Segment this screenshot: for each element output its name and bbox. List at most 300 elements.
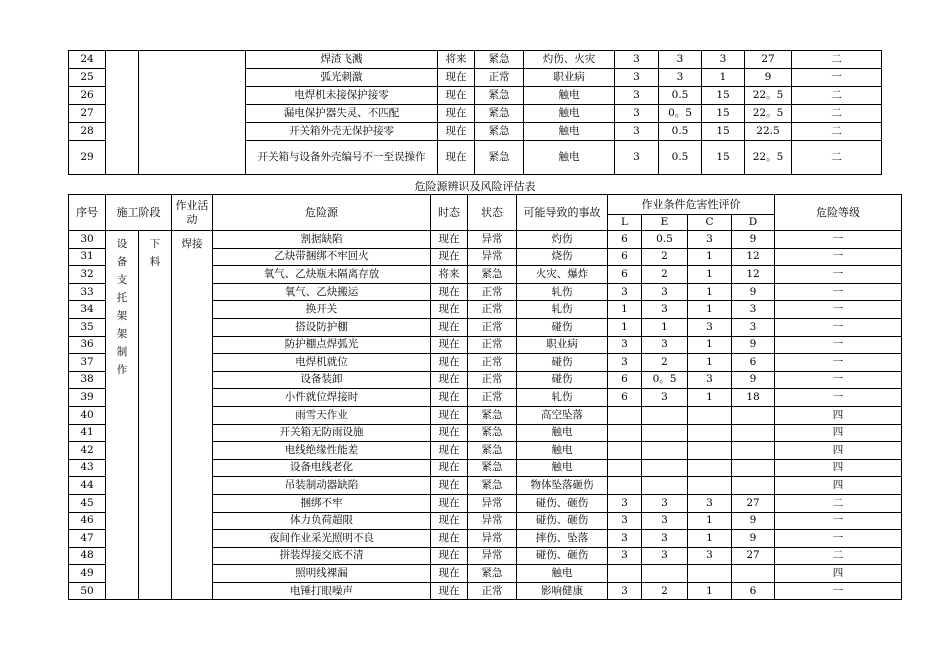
L-cell (608, 406, 642, 424)
D-cell: 27 (745, 51, 792, 69)
L-cell (608, 424, 642, 442)
level-cell: 一 (775, 301, 902, 319)
L-cell: 3 (615, 105, 659, 123)
level-cell: 四 (775, 459, 902, 477)
accident-cell: 触电 (517, 424, 608, 442)
row-number: 43 (69, 459, 106, 477)
tense-cell: 现在 (431, 231, 468, 249)
E-cell: 2 (642, 354, 688, 372)
header-eval: 作业条件危害性评价 (608, 195, 775, 215)
header-D: D (732, 215, 775, 231)
C-cell: 1 (688, 389, 732, 407)
tense-cell: 现在 (431, 389, 468, 407)
C-cell: 3 (688, 371, 732, 389)
E-cell (642, 406, 688, 424)
state-cell: 紧急 (468, 424, 517, 442)
D-cell: 3 (732, 318, 775, 336)
accident-cell: 职业病 (524, 69, 615, 87)
header-activity: 作业活动 (172, 195, 213, 231)
stage-char: 备 (116, 256, 128, 268)
row-number: 32 (69, 266, 106, 284)
C-cell: 3 (688, 231, 732, 249)
D-cell (732, 459, 775, 477)
L-cell: 3 (608, 547, 642, 565)
D-cell: 22。5 (745, 87, 792, 105)
header-level: 危险等级 (775, 195, 902, 231)
D-cell: 9 (745, 69, 792, 87)
E-cell (642, 565, 688, 583)
D-cell (732, 406, 775, 424)
D-cell: 9 (732, 512, 775, 530)
level-cell: 二 (775, 494, 902, 512)
state-cell: 异常 (468, 530, 517, 548)
state-cell: 正常 (475, 69, 524, 87)
tense-cell: 现在 (438, 105, 475, 123)
level-cell: 二 (792, 105, 882, 123)
accident-cell: 碰伤、砸伤 (517, 512, 608, 530)
hazard-cell: 体力负荷超限 (213, 512, 431, 530)
E-cell (642, 459, 688, 477)
state-cell: 正常 (468, 283, 517, 301)
hazard-cell: 设备电线老化 (213, 459, 431, 477)
state-cell: 紧急 (475, 123, 524, 141)
tense-cell: 现在 (438, 69, 475, 87)
level-cell: 一 (775, 530, 902, 548)
row-number: 39 (69, 389, 106, 407)
accident-cell: 触电 (524, 141, 615, 175)
state-cell: 紧急 (468, 266, 517, 284)
header-no: 序号 (69, 195, 106, 231)
level-cell: 一 (775, 371, 902, 389)
state-cell: 紧急 (468, 442, 517, 460)
C-cell (688, 424, 732, 442)
hazard-cell: 割据缺陷 (213, 231, 431, 249)
E-cell: 2 (642, 582, 688, 600)
L-cell: 3 (615, 123, 659, 141)
D-cell (732, 565, 775, 583)
E-cell: 3 (642, 283, 688, 301)
tense-cell: 现在 (431, 512, 468, 530)
L-cell (608, 459, 642, 477)
hazard-cell: 设备装卸 (213, 371, 431, 389)
accident-cell: 职业病 (517, 336, 608, 354)
row-number: 24 (69, 51, 106, 69)
accident-cell: 触电 (524, 87, 615, 105)
L-cell: 6 (608, 231, 642, 249)
stage-char: 支 (116, 274, 128, 286)
state-cell: 正常 (468, 582, 517, 600)
hazard-cell: 漏电保护器失灵、不匹配 (246, 105, 438, 123)
D-cell: 6 (732, 582, 775, 600)
tense-cell: 现在 (431, 477, 468, 495)
state-cell: 异常 (468, 547, 517, 565)
tense-cell: 将来 (431, 266, 468, 284)
state-cell: 正常 (468, 301, 517, 319)
D-cell: 9 (732, 231, 775, 249)
C-cell: 1 (688, 582, 732, 600)
E-cell: 2 (642, 248, 688, 266)
stage-char: 托 (116, 292, 128, 304)
D-cell (732, 442, 775, 460)
C-cell: 1 (688, 301, 732, 319)
E-cell: 2 (642, 266, 688, 284)
level-cell: 一 (775, 582, 902, 600)
E-cell: 3 (659, 51, 702, 69)
L-cell: 3 (608, 283, 642, 301)
L-cell: 3 (615, 51, 659, 69)
tense-cell: 现在 (431, 318, 468, 336)
hazard-cell: 雨雪天作业 (213, 406, 431, 424)
level-cell: 一 (775, 248, 902, 266)
E-cell: 3 (642, 512, 688, 530)
D-cell: 9 (732, 530, 775, 548)
state-cell: 紧急 (475, 87, 524, 105)
tense-cell: 现在 (438, 141, 475, 175)
tense-cell: 现在 (431, 459, 468, 477)
table-row (69, 231, 902, 249)
accident-cell: 摔伤、坠落 (517, 530, 608, 548)
D-cell: 22.5 (745, 123, 792, 141)
hazard-cell: 氧气、乙炔瓶未隔离存放 (213, 266, 431, 284)
hazard-cell: 夜间作业采光照明不良 (213, 530, 431, 548)
header-L: L (608, 215, 642, 231)
tense-cell: 现在 (431, 371, 468, 389)
E-cell: 3 (642, 530, 688, 548)
E-cell (642, 424, 688, 442)
hazard-cell: 捆绑不牢 (213, 494, 431, 512)
row-number: 38 (69, 371, 106, 389)
C-cell (688, 406, 732, 424)
row-number: 25 (69, 69, 106, 87)
header-state: 状态 (468, 195, 517, 231)
state-cell: 紧急 (468, 406, 517, 424)
level-cell: 四 (775, 565, 902, 583)
state-cell: 正常 (468, 336, 517, 354)
accident-cell: 火灾、爆炸 (517, 266, 608, 284)
tense-cell: 现在 (431, 283, 468, 301)
C-cell: 3 (688, 547, 732, 565)
accident-cell: 物体坠落砸伤 (517, 477, 608, 495)
row-number: 44 (69, 477, 106, 495)
state-cell: 异常 (468, 494, 517, 512)
accident-cell: 碰伤 (517, 371, 608, 389)
state-cell: 正常 (468, 318, 517, 336)
hazard-cell: 电线绝缘性能差 (213, 442, 431, 460)
state-cell: 异常 (468, 512, 517, 530)
main-table-body (69, 231, 902, 600)
activity-cell (139, 51, 246, 175)
D-cell: 18 (732, 389, 775, 407)
row-number: 35 (69, 318, 106, 336)
accident-cell: 碰伤 (517, 318, 608, 336)
state-cell: 紧急 (468, 477, 517, 495)
L-cell: 3 (615, 87, 659, 105)
row-number: 28 (69, 123, 106, 141)
level-cell: 二 (792, 141, 882, 175)
top-table-body (69, 51, 882, 175)
E-cell: 3 (642, 547, 688, 565)
accident-cell: 碰伤 (517, 354, 608, 372)
row-number: 47 (69, 530, 106, 548)
L-cell: 1 (608, 301, 642, 319)
C-cell: 3 (702, 51, 745, 69)
C-cell (688, 477, 732, 495)
state-cell: 正常 (468, 389, 517, 407)
C-cell: 1 (688, 530, 732, 548)
hazard-cell: 电锤打眼噪声 (213, 582, 431, 600)
risk-assessment-table (68, 194, 902, 600)
table-row (69, 51, 882, 69)
E-cell: 1 (642, 318, 688, 336)
C-cell: 1 (688, 266, 732, 284)
L-cell: 3 (608, 512, 642, 530)
stage-cell (106, 231, 139, 600)
stage-char: 作 (116, 364, 128, 376)
state-cell: 紧急 (468, 459, 517, 477)
C-cell: 15 (702, 105, 745, 123)
E-cell: 0。5 (659, 105, 702, 123)
hazard-cell: 拼装焊接交底不清 (213, 547, 431, 565)
E-cell: 0。5 (642, 371, 688, 389)
C-cell: 1 (688, 336, 732, 354)
C-cell (688, 459, 732, 477)
D-cell: 9 (732, 336, 775, 354)
tense-cell: 现在 (431, 248, 468, 266)
level-cell: 一 (775, 283, 902, 301)
E-cell: 0.5 (659, 87, 702, 105)
header-hazard: 危险源 (213, 195, 431, 231)
table-caption: 危险源辨识及风险评估表 (414, 180, 536, 193)
state-cell: 紧急 (475, 141, 524, 175)
tense-cell: 现在 (431, 547, 468, 565)
accident-cell: 轧伤 (517, 283, 608, 301)
header-E: E (642, 215, 688, 231)
L-cell: 6 (608, 371, 642, 389)
L-cell: 1 (608, 318, 642, 336)
state-cell: 正常 (468, 354, 517, 372)
D-cell: 6 (732, 354, 775, 372)
row-number: 48 (69, 547, 106, 565)
accident-cell: 轧伤 (517, 301, 608, 319)
hazard-cell: 吊装制动器缺陷 (213, 477, 431, 495)
hazard-cell: 搭设防护棚 (213, 318, 431, 336)
hazard-cell: 弧光刺激 (246, 69, 438, 87)
D-cell: 22。5 (745, 105, 792, 123)
row-number: 45 (69, 494, 106, 512)
hazard-cell: 开关箱无防雨设施 (213, 424, 431, 442)
row-number: 27 (69, 105, 106, 123)
C-cell: 15 (702, 87, 745, 105)
header-accident: 可能导致的事故 (517, 195, 608, 231)
row-number: 41 (69, 424, 106, 442)
sub-stage-cell (139, 231, 172, 600)
stage-char: 制 (116, 346, 128, 358)
state-cell: 异常 (468, 248, 517, 266)
row-number: 46 (69, 512, 106, 530)
accident-cell: 灼伤、火灾 (524, 51, 615, 69)
tense-cell: 现在 (431, 354, 468, 372)
E-cell: 0.5 (642, 231, 688, 249)
stage-char: 架 (116, 310, 128, 322)
row-number: 37 (69, 354, 106, 372)
L-cell: 6 (608, 248, 642, 266)
header-row (69, 195, 902, 215)
tense-cell: 现在 (431, 565, 468, 583)
accident-cell: 触电 (517, 442, 608, 460)
tense-cell: 现在 (431, 442, 468, 460)
hazard-cell: 开关箱外壳无保护接零 (246, 123, 438, 141)
D-cell: 27 (732, 494, 775, 512)
tense-cell: 现在 (431, 424, 468, 442)
header-tense: 时态 (431, 195, 468, 231)
tense-cell: 现在 (431, 301, 468, 319)
L-cell (608, 477, 642, 495)
tense-cell: 将来 (438, 51, 475, 69)
E-cell: 3 (642, 389, 688, 407)
L-cell: 3 (615, 69, 659, 87)
stage-char: 架 (116, 328, 128, 340)
L-cell: 3 (608, 530, 642, 548)
C-cell: 3 (688, 318, 732, 336)
D-cell: 3 (732, 301, 775, 319)
C-cell: 1 (688, 283, 732, 301)
tense-cell: 现在 (431, 406, 468, 424)
level-cell: 四 (775, 442, 902, 460)
C-cell: 1 (688, 248, 732, 266)
E-cell: 3 (642, 494, 688, 512)
hazard-cell: 电焊机就位 (213, 354, 431, 372)
level-cell: 二 (792, 51, 882, 69)
level-cell: 一 (775, 318, 902, 336)
D-cell: 27 (732, 547, 775, 565)
hazard-cell: 换开关 (213, 301, 431, 319)
D-cell: 9 (732, 283, 775, 301)
state-cell: 紧急 (475, 51, 524, 69)
level-cell: 一 (775, 354, 902, 372)
tense-cell: 现在 (438, 123, 475, 141)
level-cell: 一 (775, 336, 902, 354)
C-cell (688, 442, 732, 460)
row-number: 40 (69, 406, 106, 424)
row-number: 49 (69, 565, 106, 583)
tense-cell: 现在 (438, 87, 475, 105)
accident-cell: 碰伤、砸伤 (517, 547, 608, 565)
hazard-cell: 氧气、乙炔搬运 (213, 283, 431, 301)
C-cell: 15 (702, 123, 745, 141)
stage-cell (106, 51, 139, 175)
row-number: 34 (69, 301, 106, 319)
accident-cell: 灼伤 (517, 231, 608, 249)
level-cell: 四 (775, 406, 902, 424)
L-cell: 6 (608, 389, 642, 407)
level-cell: 一 (775, 231, 902, 249)
accident-cell: 触电 (517, 565, 608, 583)
state-cell: 紧急 (468, 565, 517, 583)
accident-cell: 触电 (524, 123, 615, 141)
L-cell: 3 (608, 494, 642, 512)
hazard-cell: 小件就位焊接时 (213, 389, 431, 407)
D-cell (732, 424, 775, 442)
D-cell: 9 (732, 371, 775, 389)
C-cell (688, 565, 732, 583)
E-cell: 3 (659, 69, 702, 87)
C-cell: 1 (702, 69, 745, 87)
tense-cell: 现在 (431, 494, 468, 512)
accident-cell: 影响健康 (517, 582, 608, 600)
level-cell: 一 (792, 69, 882, 87)
C-cell: 1 (688, 354, 732, 372)
accident-cell: 烧伤 (517, 248, 608, 266)
row-number: 26 (69, 87, 106, 105)
L-cell: 3 (608, 354, 642, 372)
row-number: 33 (69, 283, 106, 301)
accident-cell: 高空坠落 (517, 406, 608, 424)
accident-cell: 触电 (524, 105, 615, 123)
sub-stage-char: 料 (149, 256, 161, 268)
hazard-cell: 电焊机未接保护接零 (246, 87, 438, 105)
hazard-cell: 焊渣飞溅 (246, 51, 438, 69)
level-cell: 一 (775, 512, 902, 530)
level-cell: 四 (775, 477, 902, 495)
state-cell: 正常 (468, 371, 517, 389)
L-cell: 3 (608, 582, 642, 600)
row-number: 31 (69, 248, 106, 266)
E-cell (642, 442, 688, 460)
D-cell: 22。5 (745, 141, 792, 175)
header-stage: 施工阶段 (106, 195, 172, 231)
L-cell (608, 442, 642, 460)
L-cell (608, 565, 642, 583)
row-number: 36 (69, 336, 106, 354)
accident-cell: 轧伤 (517, 389, 608, 407)
C-cell: 15 (702, 141, 745, 175)
stage-char: 设 (116, 238, 128, 250)
row-number: 42 (69, 442, 106, 460)
state-cell: 紧急 (475, 105, 524, 123)
C-cell: 1 (688, 512, 732, 530)
level-cell: 一 (775, 266, 902, 284)
D-cell (732, 477, 775, 495)
hazard-cell: 乙炔带捆绑不牢回火 (213, 248, 431, 266)
row-number: 29 (69, 141, 106, 175)
state-cell: 异常 (468, 231, 517, 249)
L-cell: 3 (615, 141, 659, 175)
D-cell: 12 (732, 248, 775, 266)
top-risk-table (68, 50, 882, 175)
accident-cell: 触电 (517, 459, 608, 477)
E-cell: 3 (642, 336, 688, 354)
E-cell: 0.5 (659, 141, 702, 175)
tense-cell: 现在 (431, 582, 468, 600)
level-cell: 四 (775, 424, 902, 442)
E-cell: 3 (642, 301, 688, 319)
D-cell: 12 (732, 266, 775, 284)
tense-cell: 现在 (431, 530, 468, 548)
header-C: C (688, 215, 732, 231)
hazard-cell: 防护棚点焊弧光 (213, 336, 431, 354)
L-cell: 6 (608, 266, 642, 284)
E-cell (642, 477, 688, 495)
level-cell: 二 (775, 547, 902, 565)
L-cell: 3 (608, 336, 642, 354)
C-cell: 3 (688, 494, 732, 512)
row-number: 50 (69, 582, 106, 600)
level-cell: 二 (792, 87, 882, 105)
hazard-cell: 开关箱与设备外壳编号不一至误操作 (246, 141, 438, 175)
level-cell: 二 (792, 123, 882, 141)
E-cell: 0.5 (659, 123, 702, 141)
activity-cell: 焊接 (172, 231, 213, 600)
